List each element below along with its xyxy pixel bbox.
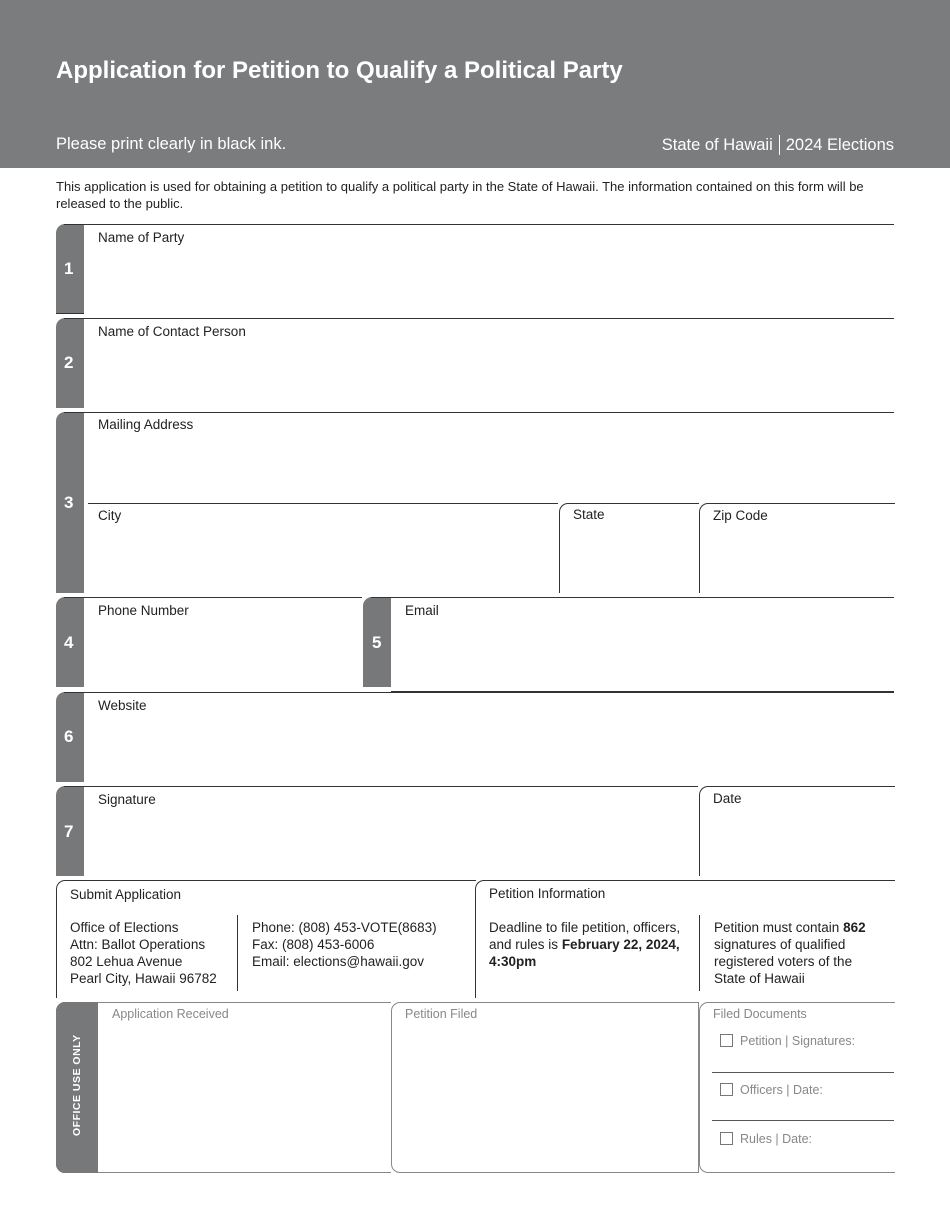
divider <box>64 786 698 787</box>
rules-checkbox[interactable] <box>720 1132 733 1145</box>
signatures-count: 862 <box>843 920 866 935</box>
officers-checkbox[interactable] <box>720 1083 733 1096</box>
website-label: Website <box>98 698 147 713</box>
signatures-post: signatures of qualified registered voters of the State of Hawaii <box>714 937 853 986</box>
divider <box>237 915 238 991</box>
address-line: Office of Elections <box>70 920 179 935</box>
office-use-only-label: OFFICE USE ONLY <box>71 1034 83 1136</box>
mailing-address-field[interactable] <box>90 437 890 497</box>
section-7-number: 7 <box>64 822 74 841</box>
party-name-label: Name of Party <box>98 230 185 245</box>
divider <box>56 313 84 314</box>
rules-date-label: Rules | Date: <box>740 1132 813 1146</box>
signature-label: Signature <box>98 792 156 807</box>
section-3-number: 3 <box>64 493 74 512</box>
divider <box>779 135 780 155</box>
zip-code-field[interactable] <box>705 528 890 588</box>
application-received-label: Application Received <box>112 1007 229 1021</box>
contact-fax: Fax: (808) 453-6006 <box>252 937 375 952</box>
petition-signatures <box>714 919 884 987</box>
section-5-number: 5 <box>372 633 382 652</box>
divider <box>64 318 894 319</box>
mailing-address-label: Mailing Address <box>98 417 194 432</box>
office-contact <box>252 919 437 970</box>
state-field[interactable] <box>565 527 693 587</box>
petition-signatures-label: Petition | Signatures: <box>740 1034 856 1048</box>
address-line: Attn: Ballot Operations <box>70 937 206 952</box>
divider <box>712 1072 894 1073</box>
divider <box>88 503 558 504</box>
office-address <box>70 919 217 987</box>
city-label: City <box>98 508 122 523</box>
contact-person-label: Name of Contact Person <box>98 324 246 339</box>
email-label: Email <box>405 603 439 618</box>
city-field[interactable] <box>90 528 550 588</box>
signature-date-field[interactable] <box>705 811 890 871</box>
signature-field[interactable] <box>90 812 690 872</box>
divider <box>371 597 894 598</box>
divider <box>98 1002 391 1003</box>
header-jurisdiction <box>662 135 894 155</box>
divider <box>64 692 894 693</box>
website-field[interactable] <box>90 718 890 778</box>
state-label: State <box>573 507 605 522</box>
form-title: Application for Petition to Qualify a Political Party <box>56 57 623 84</box>
petition-filed-label: Petition Filed <box>405 1007 478 1021</box>
contact-person-field[interactable] <box>90 344 890 404</box>
party-name-field[interactable] <box>90 250 890 310</box>
deadline-date: February 22, 2024, 4:30pm <box>489 937 680 969</box>
divider <box>64 597 362 598</box>
signatures-pre: Petition must contain <box>714 920 840 935</box>
state-name: State of Hawaii <box>661 135 773 154</box>
section-6-number: 6 <box>64 727 74 746</box>
header-banner <box>0 0 950 168</box>
section-4-number: 4 <box>64 633 74 652</box>
email-field[interactable] <box>397 623 890 683</box>
petition-signatures-checkbox[interactable] <box>720 1034 733 1047</box>
petition-heading: Petition Information <box>489 886 606 901</box>
contact-phone: Phone: (808) 453-VOTE(8683) <box>252 920 437 935</box>
date-label: Date <box>713 791 742 806</box>
phone-number-field[interactable] <box>90 623 355 683</box>
petition-filed-field[interactable] <box>397 1027 692 1167</box>
divider <box>98 1172 391 1173</box>
address-line: 802 Lehua Avenue <box>70 954 183 969</box>
zip-code-label: Zip Code <box>713 508 768 523</box>
deadline-text: Deadline to file petition, officers, and rules is <box>489 920 681 952</box>
filed-documents-label: Filed Documents <box>713 1007 807 1021</box>
divider <box>712 1120 894 1121</box>
intro-text: This application is used for obtaining a petition to qualify a political party in the State of Hawaii. The information contained on this form will be released to the public. <box>56 179 864 211</box>
print-instruction: Please print clearly in black ink. <box>56 135 287 153</box>
section-2-number: 2 <box>64 353 74 372</box>
address-line: Pearl City, Hawaii 96782 <box>70 971 217 986</box>
application-received-field[interactable] <box>104 1027 384 1167</box>
election-year: 2024 Elections <box>785 135 894 154</box>
section-1-number: 1 <box>64 259 74 278</box>
divider <box>64 412 894 413</box>
contact-email: Email: elections@hawaii.gov <box>252 954 425 969</box>
divider <box>699 915 700 991</box>
phone-number-label: Phone Number <box>98 603 189 618</box>
petition-deadline <box>489 919 694 970</box>
divider <box>64 224 894 225</box>
officers-date-label: Officers | Date: <box>740 1083 823 1097</box>
submit-heading: Submit Application <box>70 887 182 902</box>
